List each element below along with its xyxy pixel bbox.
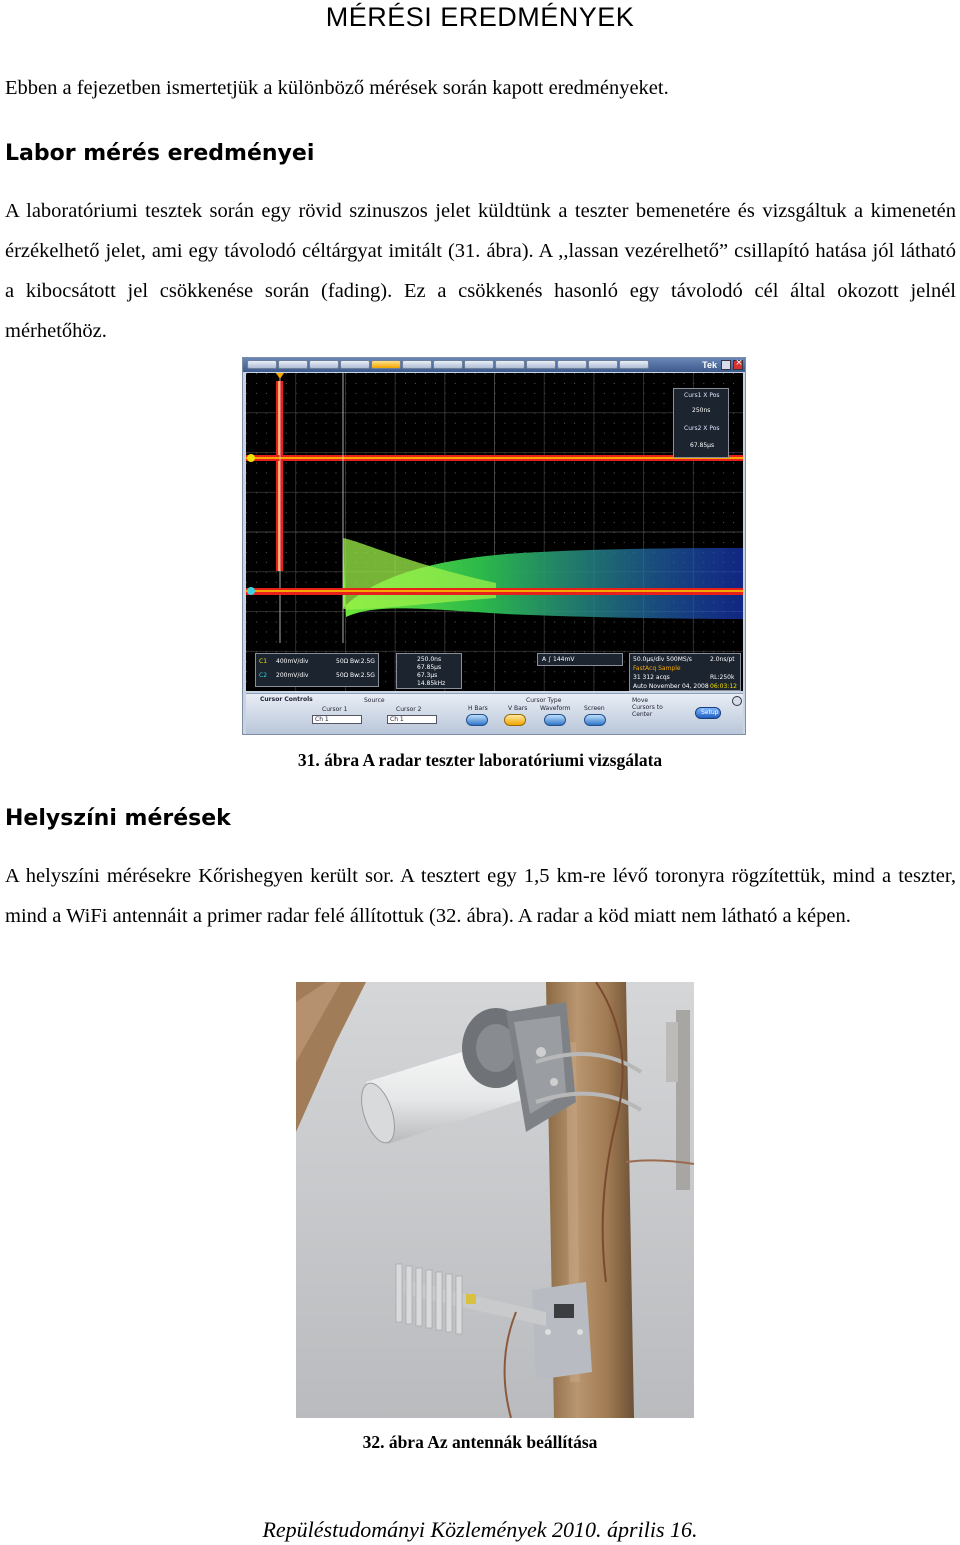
menu-tab	[588, 360, 618, 369]
menu-tab	[309, 360, 339, 369]
lab-paragraph: A laboratóriumi tesztek során egy rövid szinuszos jelet küldtünk a teszter bemenetére és vizsgáltuk a kimenetén érzékelhető jelet, ami egy távolodó céltárgyat imitált (31. ábra). A ,,lassan vezérelhető” csillapító hatása jól látható a kibocsátott jel csökkenése során (fading). Ez a csökkenés hasonló egy távolodó cél által okozott jelnél mérhetőhöz.	[5, 200, 956, 342]
page-footer: Repüléstudományi Közlemények 2010. április 16.	[262, 1517, 698, 1542]
cursor2-source-select[interactable]: Ch 1	[387, 715, 437, 724]
setup-button[interactable]: Setup	[695, 707, 721, 719]
h-bars-button[interactable]	[466, 714, 488, 726]
page-title: MÉRÉSI EREDMÉNYEK	[325, 2, 635, 32]
menu-tab	[495, 360, 525, 369]
menu-tab	[557, 360, 587, 369]
cursor-controls-panel: Cursor Controls Source Cursor 1 Cursor 2 Ch 1 Ch 1 Cursor Type H Bars V Bars Waveform Screen Move Cursors to Center Setup	[246, 693, 743, 734]
figure31-caption: 31. ábra A radar teszter laboratóriumi vizsgálata	[297, 750, 663, 770]
close-panel-icon[interactable]	[732, 696, 742, 706]
acquisition-panel: 50.0μs/div 500MS/s FastAcq Sample 31 312 acqs Auto November 04, 2008 2.0ns/pt RL:250k 06:03:12	[629, 653, 741, 691]
antenna-photo-image	[296, 982, 694, 1418]
cursor1-source-select[interactable]: Ch 1	[312, 715, 362, 724]
screen-cursor-button[interactable]	[584, 714, 606, 726]
scope-menu-bar	[243, 358, 745, 372]
menu-tab	[340, 360, 370, 369]
cursor-readout-panel: 250.0ns 67.85μs 67.3μs 14.85kHz	[396, 653, 462, 689]
scope-screen	[246, 373, 743, 691]
scope-graticule	[246, 373, 743, 691]
menu-tab-active	[371, 360, 401, 369]
antenna-photo	[296, 982, 694, 1418]
channel-settings-panel: C1 400mV/div 50Ω Bw:2.5G C2 200mV/div 50Ω Bw:2.5G	[255, 653, 379, 687]
waveform-cursor-button[interactable]	[544, 714, 566, 726]
field-paragraph: A helyszíni mérésekre Kőrishegyen került sor. A tesztert egy 1,5 km-re lévő toronyra rögzítettük, mind a teszter, mind a WiFi antennáit a primer radar felé állítottuk (32. ábra). A radar a köd miatt nem látható a képen.	[5, 865, 956, 927]
menu-tab	[247, 360, 277, 369]
oscilloscope-screenshot	[242, 357, 746, 735]
tek-logo: Tek	[702, 360, 717, 370]
close-icon: ×	[733, 360, 743, 370]
trigger-panel: A ∫ 144mV	[537, 653, 623, 666]
menu-tab	[526, 360, 556, 369]
menu-tab	[402, 360, 432, 369]
ch2-ground-marker	[247, 587, 255, 595]
figure32-caption: 32. ábra Az antennák beállítása	[362, 1432, 598, 1452]
menu-tab	[278, 360, 308, 369]
v-bars-button[interactable]	[504, 714, 526, 726]
section-heading-lab: Labor mérés eredményei	[5, 141, 315, 166]
menu-tab	[464, 360, 494, 369]
ch1-ground-marker	[247, 454, 255, 462]
minimize-icon	[721, 360, 731, 370]
section-heading-field: Helyszíni mérések	[5, 806, 231, 831]
menu-tab	[433, 360, 463, 369]
menu-tab	[619, 360, 649, 369]
cursor-position-panel: Curs1 X Pos 250ns Curs2 X Pos 67.85μs	[673, 388, 729, 458]
intro-paragraph: Ebben a fejezetben ismertetjük a különböző mérések során kapott eredményeket.	[5, 77, 669, 99]
